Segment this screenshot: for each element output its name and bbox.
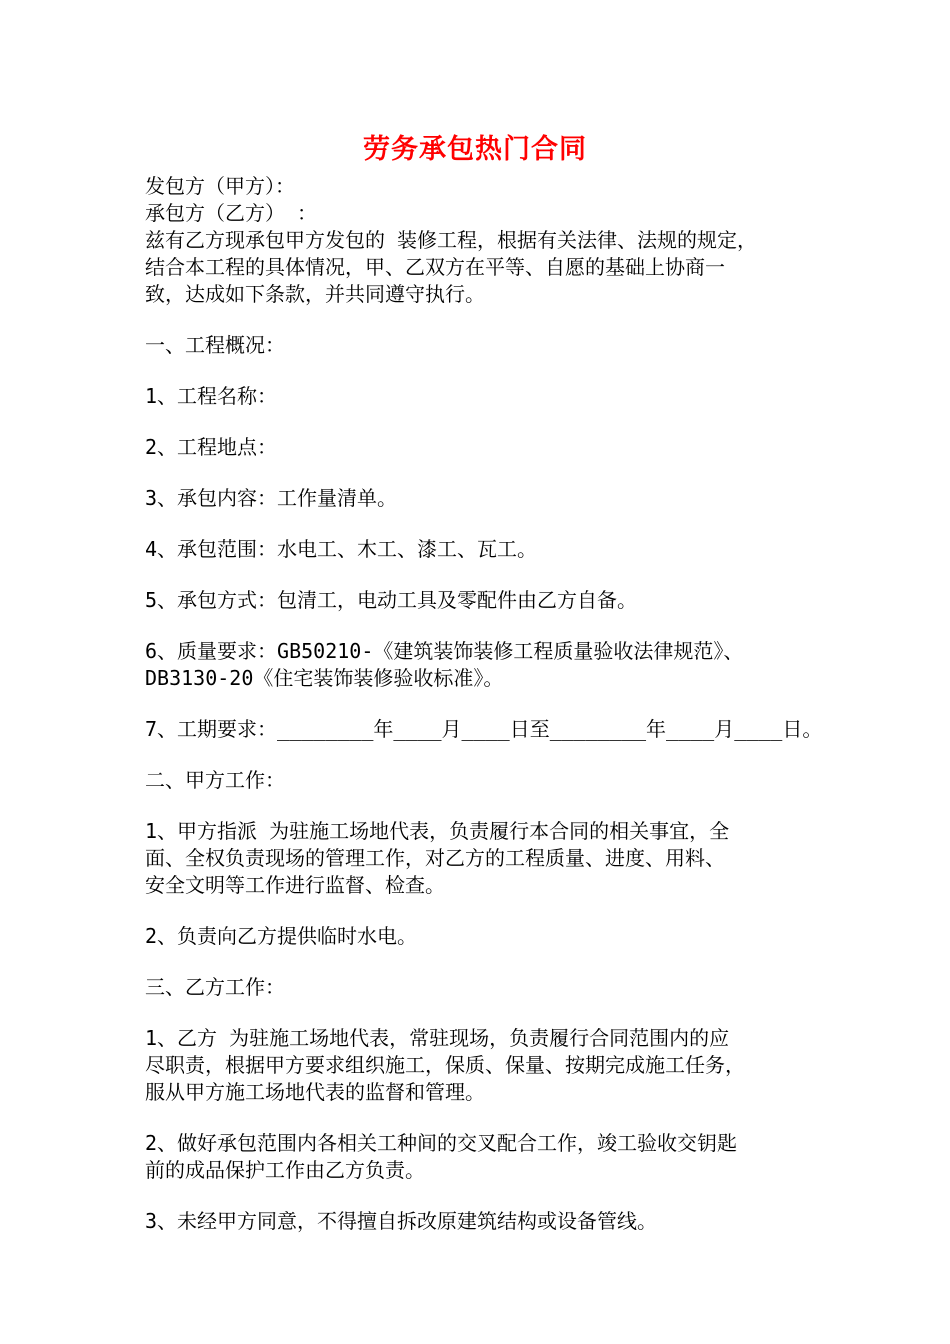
party-b-duty-1-line-3: 服从甲方施工场地代表的监督和管理。 (145, 1080, 485, 1104)
document-body (145, 173, 825, 1235)
section-heading-1: 一、工程概况： (145, 333, 285, 357)
section-heading-2: 二、甲方工作： (145, 768, 285, 792)
contract-method-item: 5、承包方式：包清工，电动工具及零配件由乙方自备。 (145, 588, 638, 612)
party-a-duty-1-line-3: 安全文明等工作进行监督、检查。 (145, 873, 445, 897)
intro-line-3: 致，达成如下条款，并共同遵守执行。 (145, 282, 485, 306)
section-heading-3: 三、乙方工作： (145, 975, 285, 999)
intro-line-2: 结合本工程的具体情况，甲、乙双方在平等、自愿的基础上协商一 (145, 255, 725, 279)
party-b-duty-1-line-2: 尽职责，根据甲方要求组织施工，保质、保量、按期完成施工任务， (145, 1053, 745, 1077)
quality-requirement-line-2: DB3130-20《住宅装饰装修验收标准》。 (145, 666, 504, 690)
contract-content-item: 3、承包内容：工作量清单。 (145, 486, 398, 510)
party-a-line: 发包方（甲方）： (145, 174, 295, 198)
project-name-item: 1、工程名称： (145, 384, 278, 408)
project-location-item: 2、工程地点： (145, 435, 278, 459)
contract-scope-item: 4、承包范围：水电工、木工、漆工、瓦工。 (145, 537, 538, 561)
intro-line-1: 兹有乙方现承包甲方发包的 装修工程，根据有关法律、法规的规定， (145, 228, 758, 252)
party-a-duty-1-line-1: 1、甲方指派 为驻施工场地代表，负责履行本合同的相关事宜，全 (145, 819, 730, 843)
party-b-duty-2-line-1: 2、做好承包范围内各相关工种间的交叉配合工作，竣工验收交钥匙 (145, 1131, 738, 1155)
party-b-duty-3: 3、未经甲方同意，不得擅自拆改原建筑结构或设备管线。 (145, 1209, 658, 1233)
party-b-duty-2-line-2: 前的成品保护工作由乙方负责。 (145, 1158, 425, 1182)
document-title: 劳务承包热门合同 (363, 134, 587, 165)
party-b-line: 承包方（乙方） ： (145, 201, 318, 225)
quality-requirement-line-1: 6、质量要求：GB50210-《建筑装饰装修工程质量验收法律规范》、 (145, 639, 744, 663)
party-b-duty-1-line-1: 1、乙方 为驻施工场地代表，常驻现场，负责履行合同范围内的应 (145, 1026, 730, 1050)
party-a-duty-2: 2、负责向乙方提供临时水电。 (145, 924, 418, 948)
party-a-duty-1-line-2: 面、全权负责现场的管理工作，对乙方的工程质量、进度、用料、 (145, 846, 725, 870)
schedule-requirement-item: 7、工期要求：________年____月____日至________年____月____日。 (145, 717, 823, 741)
